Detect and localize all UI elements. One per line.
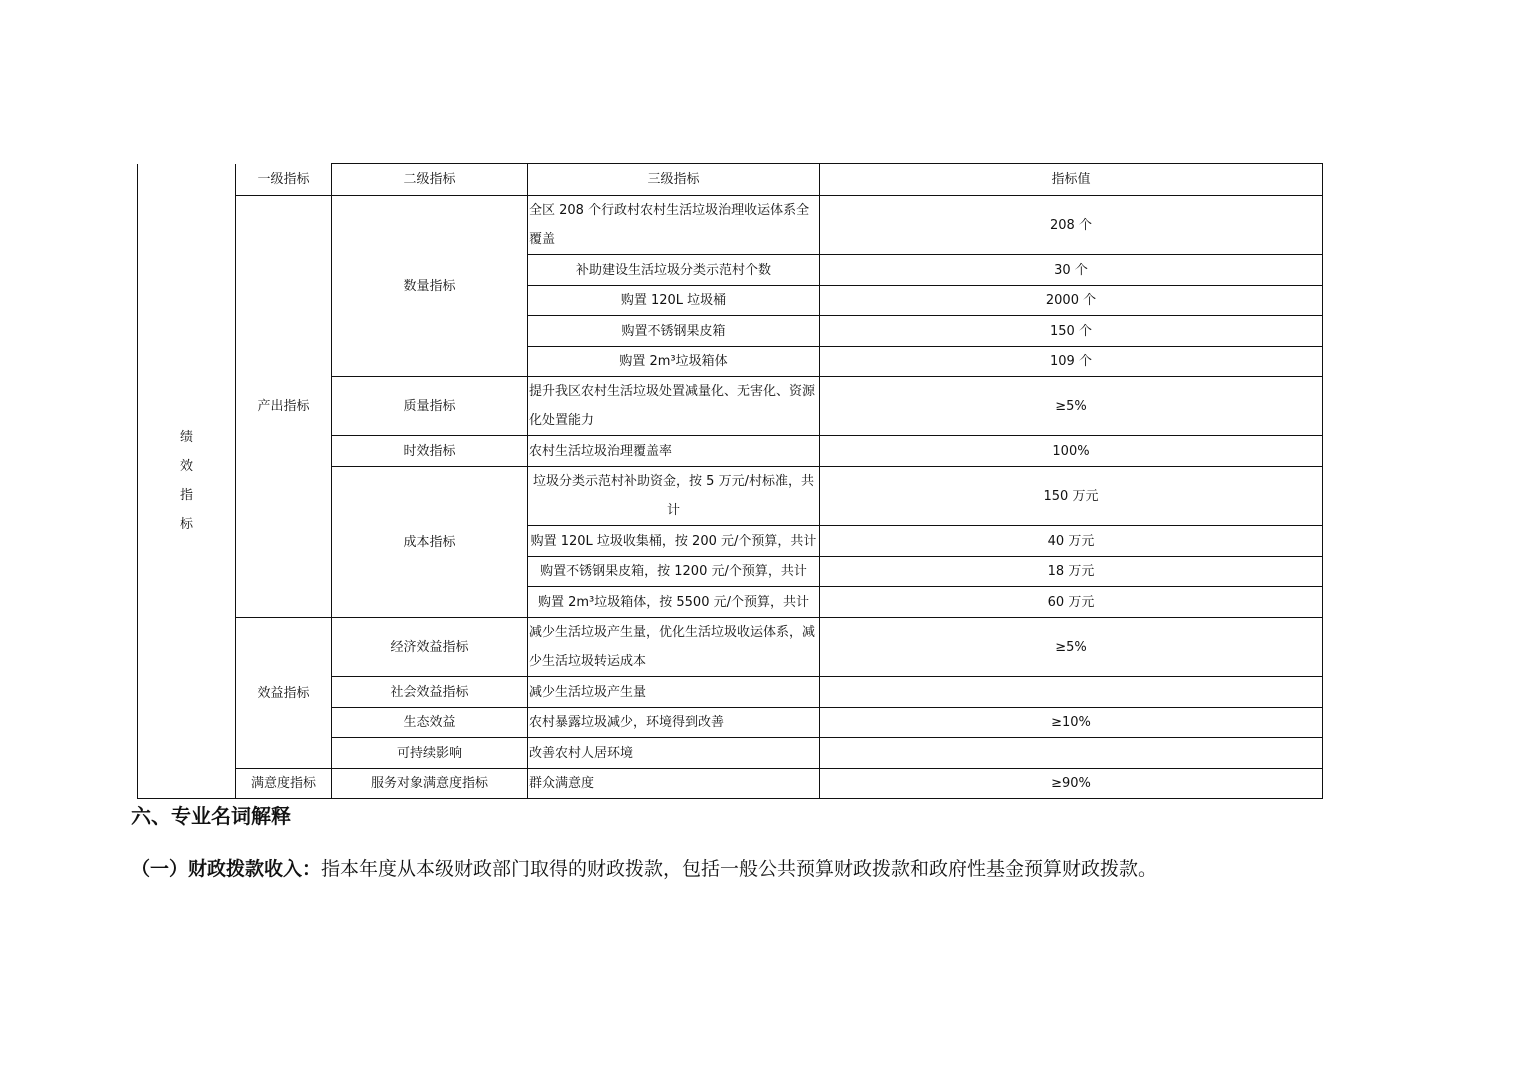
definition-paragraph: [131, 852, 1431, 886]
subgroup-quantity: 数量指标: [332, 196, 528, 377]
value-cell: 208 个: [820, 196, 1323, 255]
subgroup-quality: 质量指标: [332, 377, 528, 436]
indicator-cell: 农村暴露垃圾减少，环境得到改善: [528, 708, 820, 738]
row-header-char: 效: [179, 458, 193, 474]
value-cell: 60 万元: [820, 587, 1323, 618]
performance-indicator-table: [137, 163, 1323, 799]
indicator-cell: 补助建设生活垃圾分类示范村个数: [528, 255, 820, 286]
subgroup-economic: 经济效益指标: [332, 618, 528, 677]
value-cell: ≥5%: [820, 377, 1323, 436]
section-heading: 六、专业名词解释: [131, 804, 291, 828]
subgroup-timeliness: 时效指标: [332, 436, 528, 467]
group-satisfaction: 满意度指标: [236, 769, 332, 799]
row-header-char: 绩: [179, 429, 193, 445]
value-cell: [820, 677, 1323, 708]
indicator-cell: 购置 2m³垃圾箱体，按 5500 元/个预算，共计: [528, 587, 820, 618]
group-benefit: 效益指标: [236, 618, 332, 769]
indicator-cell: 农村生活垃圾治理覆盖率: [528, 436, 820, 467]
value-cell: [820, 738, 1323, 769]
header-value: 指标值: [820, 164, 1323, 196]
value-cell: ≥90%: [820, 769, 1323, 799]
indicator-cell: 群众满意度: [528, 769, 820, 799]
value-cell: ≥5%: [820, 618, 1323, 677]
group-output: 产出指标: [236, 196, 332, 618]
row-header-char: 指: [179, 487, 193, 503]
indicator-cell: 改善农村人居环境: [528, 738, 820, 769]
indicator-cell: 购置 120L 垃圾桶: [528, 286, 820, 316]
value-cell: 100%: [820, 436, 1323, 467]
row-header-performance: [138, 164, 236, 799]
indicator-cell: 减少生活垃圾产生量: [528, 677, 820, 708]
indicator-cell: 减少生活垃圾产生量，优化生活垃圾收运体系，减少生活垃圾转运成本: [528, 618, 820, 677]
indicator-cell: 全区 208 个行政村农村生活垃圾治理收运体系全覆盖: [528, 196, 820, 255]
value-cell: 30 个: [820, 255, 1323, 286]
header-level2: 二级指标: [332, 164, 528, 196]
value-cell: 40 万元: [820, 526, 1323, 557]
subgroup-ecological: 生态效益: [332, 708, 528, 738]
value-cell: ≥10%: [820, 708, 1323, 738]
definition-term: （一）财政拨款收入：: [131, 858, 322, 880]
subgroup-sustainable: 可持续影响: [332, 738, 528, 769]
subgroup-cost: 成本指标: [332, 467, 528, 618]
header-level1: 一级指标: [236, 164, 332, 196]
indicator-cell: 提升我区农村生活垃圾处置减量化、无害化、资源化处置能力: [528, 377, 820, 436]
value-cell: 18 万元: [820, 557, 1323, 587]
subgroup-service: 服务对象满意度指标: [332, 769, 528, 799]
value-cell: 150 个: [820, 316, 1323, 347]
value-cell: 150 万元: [820, 467, 1323, 526]
definition-text: 指本年度从本级财政部门取得的财政拨款，包括一般公共预算财政拨款和政府性基金预算财政拨款。: [321, 858, 1158, 880]
value-cell: 2000 个: [820, 286, 1323, 316]
indicator-cell: 垃圾分类示范村补助资金，按 5 万元/村标准，共计: [528, 467, 820, 526]
header-level3: 三级指标: [528, 164, 820, 196]
indicator-cell: 购置 120L 垃圾收集桶，按 200 元/个预算，共计: [528, 526, 820, 557]
indicator-cell: 购置不锈钢果皮箱，按 1200 元/个预算，共计: [528, 557, 820, 587]
row-header-char: 标: [179, 516, 193, 532]
indicator-cell: 购置 2m³垃圾箱体: [528, 347, 820, 377]
value-cell: 109 个: [820, 347, 1323, 377]
indicator-cell: 购置不锈钢果皮箱: [528, 316, 820, 347]
subgroup-social: 社会效益指标: [332, 677, 528, 708]
